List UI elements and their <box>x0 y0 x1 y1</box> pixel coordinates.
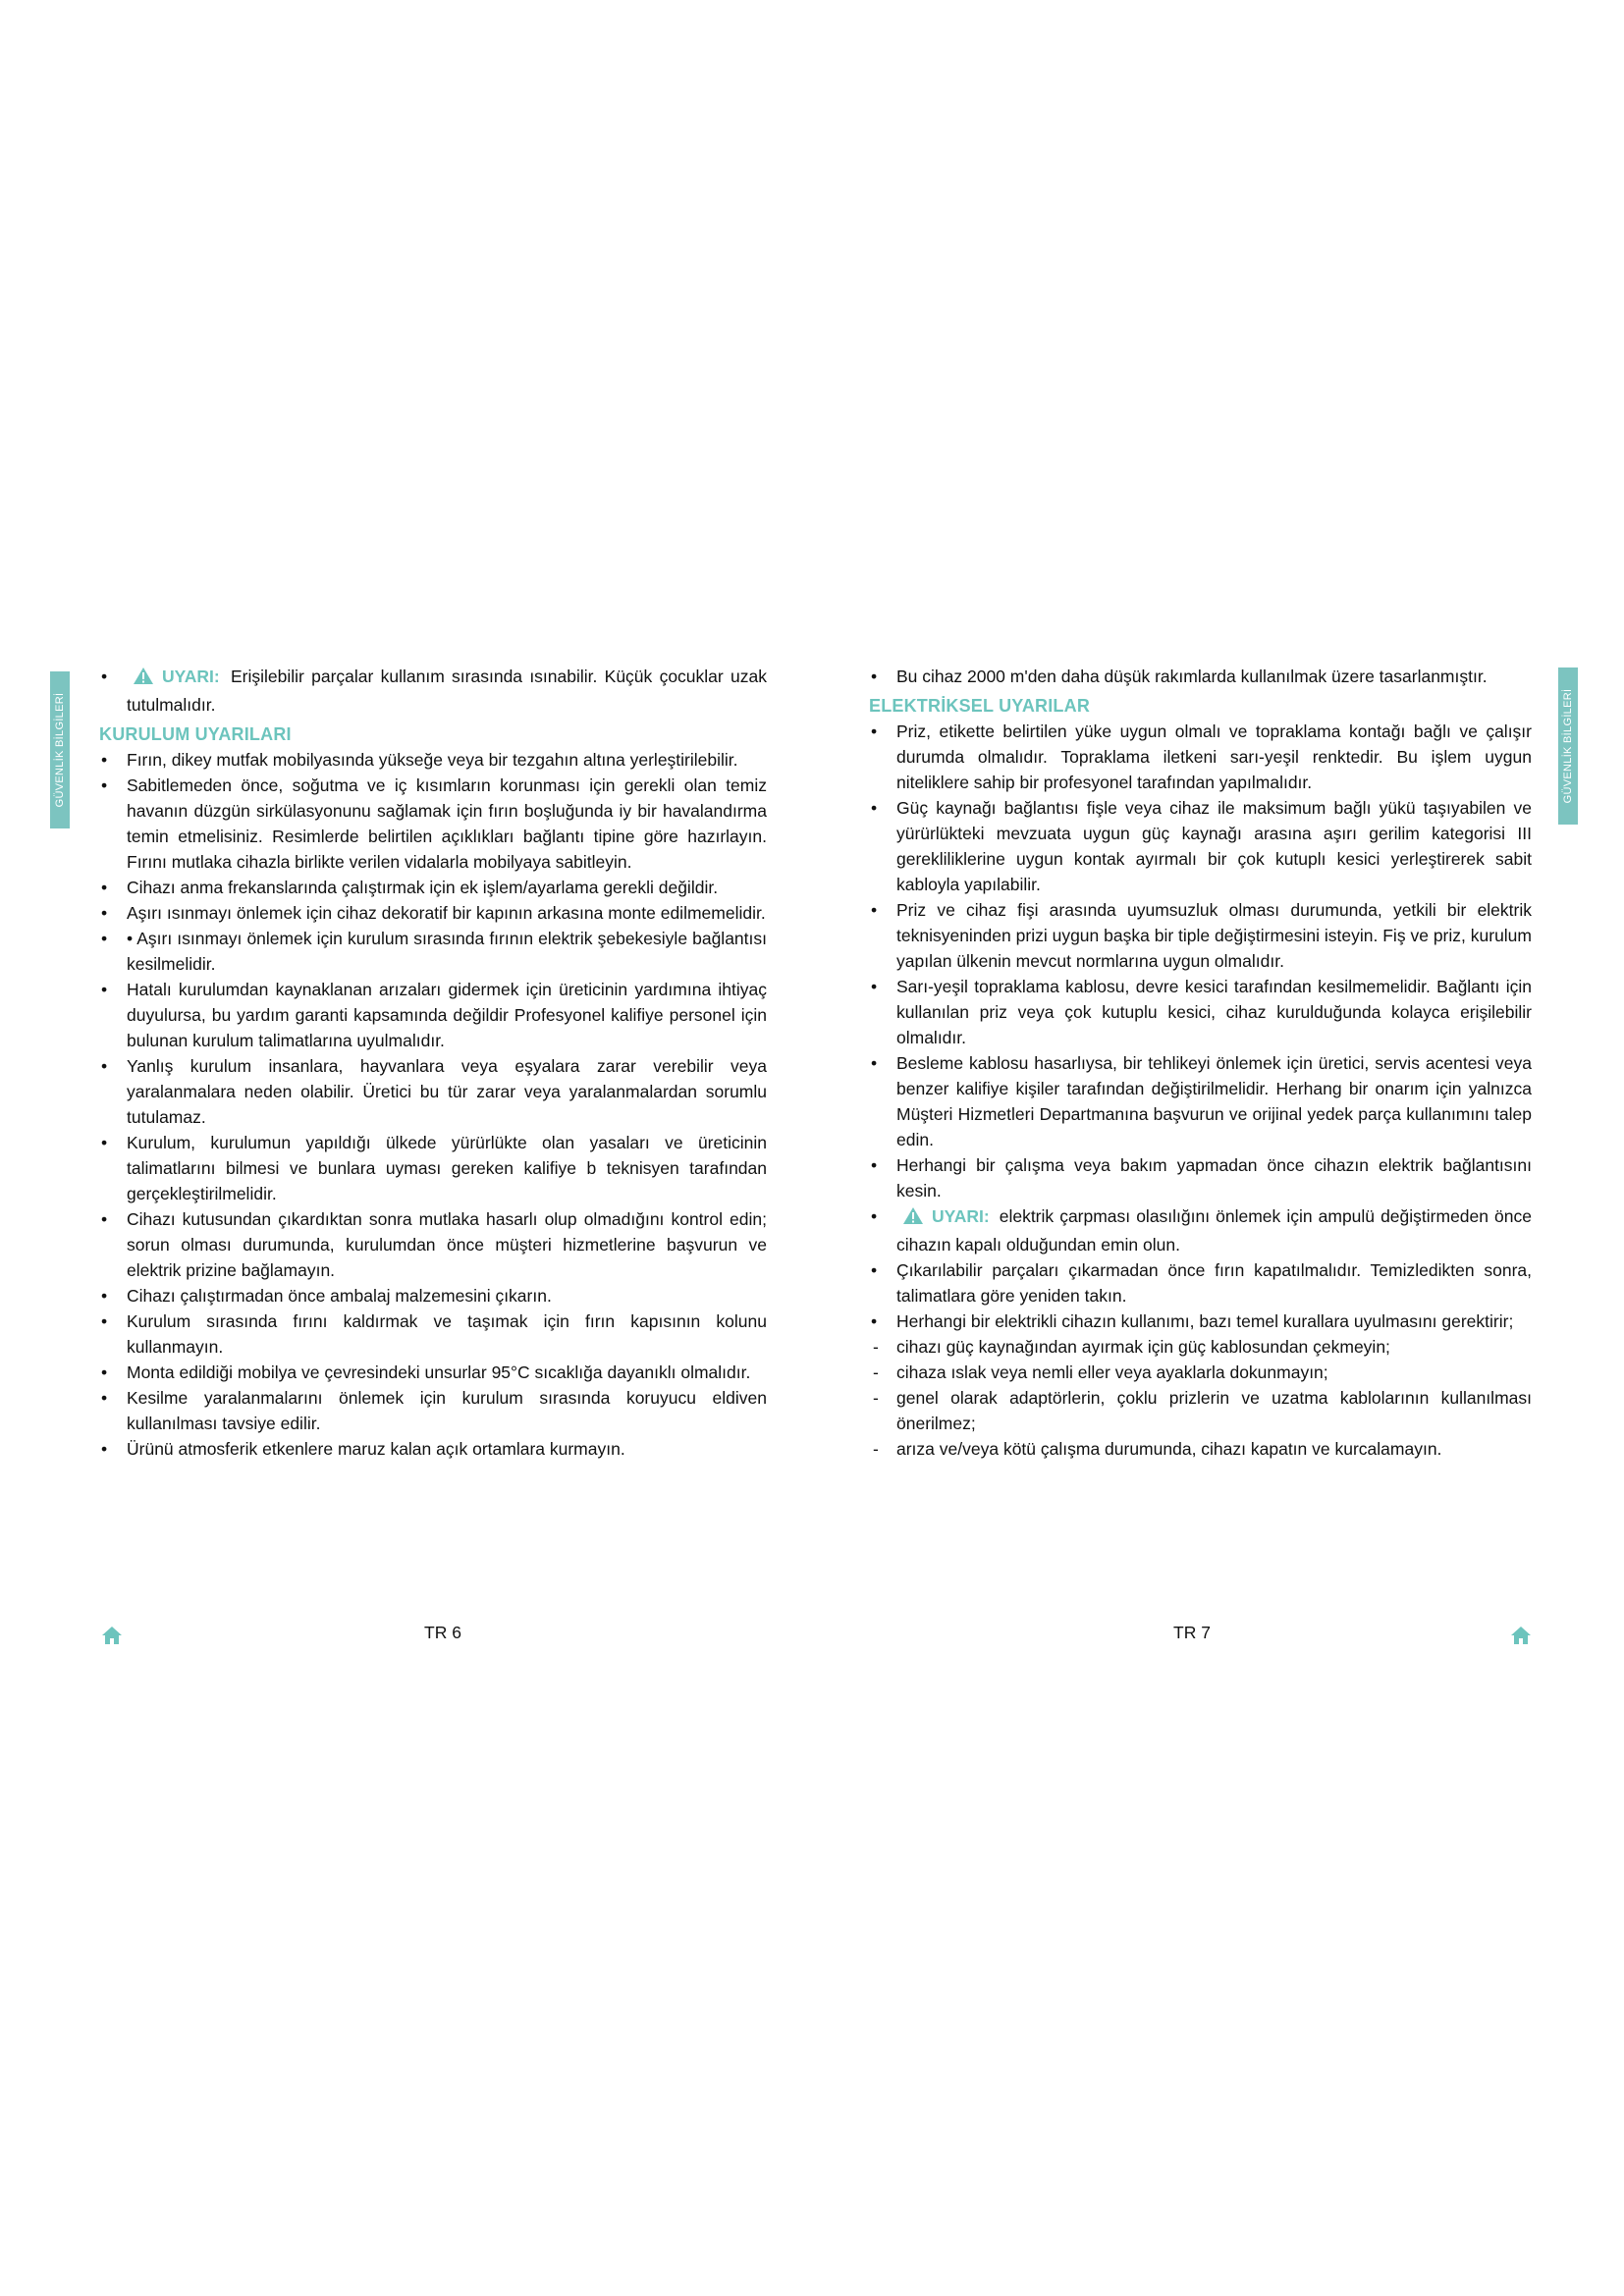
left-warning-item <box>99 664 767 718</box>
warning-label: UYARI: <box>932 1206 990 1226</box>
list-item: • Cihazı kutusundan çıkardıktan sonra mutlaka hasarlı olup olmadığını kontrol edin; sorun olması durumunda, kurulumdan önce müşteri hizmetlerine başvurun ve elektrik prizine bağlamayın. <box>99 1206 767 1283</box>
left-warning-text: Erişilebilir parçalar kullanım sırasında ısınabilir. Küçük çocuklar uzak tutulmalıdır. <box>127 667 767 715</box>
right-altitude-item: • Bu cihaz 2000 m'den daha düşük rakımlarda kullanılmak üzere tasarlanmıştır. <box>869 664 1532 689</box>
sub-list-item: - cihaza ıslak veya nemli eller veya ayaklarla dokunmayın; <box>869 1360 1532 1385</box>
list-item: • Yanlış kurulum insanlara, hayvanlara veya eşyalara zarar verebilir veya yaralanmalara neden olabilir. Üretici bu tür zarar veya yaralanmalardan sorumlu tutulamaz. <box>99 1053 767 1130</box>
side-tab-left <box>50 671 70 828</box>
list-item: • • Aşırı ısınmayı önlemek için kurulum sırasında fırının elektrik şebekesiyle bağlantısı kesilmelidir. <box>99 926 767 977</box>
list-item: • Sarı-yeşil topraklama kablosu, devre kesici tarafından kesilmemelidir. Bağlantı için kullanılan priz veya çok kutuplu kesici, cihaz kurulduğunda kolayca erişilebilir olmalıdır. <box>869 974 1532 1050</box>
right-top-list <box>869 664 1532 689</box>
list-item: • Priz ve cihaz fişi arasında uyumsuzluk olması durumunda, yetkili bir elektrik teknisyeninden prizi uygun başka bir tiple değiştirmesini isteyin. Fiş ve priz, kurulum yapılan ülkenin mevcut normlarına uygun olmalıdır. <box>869 897 1532 974</box>
home-icon[interactable] <box>101 1626 123 1645</box>
side-tab-right-label: GÜVENLİK BİLGİLERİ <box>1562 688 1574 804</box>
left-page-number: TR 6 <box>424 1623 461 1642</box>
left-top-list <box>99 664 767 718</box>
list-item: • Priz, etikette belirtilen yüke uygun olmalı ve topraklama kontağı bağlı ve çalışır durumda olmalıdır. Topraklama iletkeni sarı-yeşil renktedir. Bu işlem uygun niteliklere sahip bir profesyonel tarafından yapılmalıdır. <box>869 719 1532 795</box>
warning-triangle-icon <box>902 1206 924 1232</box>
rules-sub-list <box>869 1334 1532 1462</box>
list-item: • Cihazı anma frekanslarında çalıştırmak için ek işlem/ayarlama gerekli değildir. <box>99 875 767 900</box>
list-item: • Kesilme yaralanmalarını önlemek için kurulum sırasında koruyucu eldiven kullanılması tavsiye edilir. <box>99 1385 767 1436</box>
left-page-content <box>99 664 767 1462</box>
list-item: • Besleme kablosu hasarlıysa, bir tehlikeyi önlemek için üretici, servis acentesi veya benzer kalifiye kişiler tarafından değiştirilmelidir. Herhang bir onarım için yalnızca Müşteri Hizmetleri Departmanına başvurun ve orijinal yedek parça kullanımını talep edin. <box>869 1050 1532 1152</box>
rules-intro-text: Herhangi bir elektrikli cihazın kullanımı, bazı temel kurallara uyulmasını gerektirir; <box>896 1311 1514 1331</box>
list-item: • Aşırı ısınmayı önlemek için cihaz dekoratif bir kapının arkasına monte edilmemelidir. <box>99 900 767 926</box>
list-item: • Fırın, dikey mutfak mobilyasında yükseğe veya bir tezgahın altına yerleştirilebilir. <box>99 747 767 773</box>
sub-list-item: - genel olarak adaptörlerin, çoklu prizlerin ve uzatma kablolarının kullanılması önerilmez; <box>869 1385 1532 1436</box>
warning-label: UYARI: <box>162 667 220 686</box>
list-item: • Kurulum, kurulumun yapıldığı ülkede yürürlükte olan yasaları ve üreticinin talimatlarını bilmesi ve bunlara uyması gereken kalifiye b teknisyen tarafından gerçekleştirilmelidir. <box>99 1130 767 1206</box>
list-item: • Çıkarılabilir parçaları çıkarmadan önce fırın kapatılmalıdır. Temizledikten sonra, talimatlara göre yeniden takın. <box>869 1257 1532 1308</box>
right-section-title: ELEKTRİKSEL UYARILAR <box>869 696 1091 716</box>
sub-list-item: - arıza ve/veya kötü çalışma durumunda, cihazı kapatın ve kurcalamayın. <box>869 1436 1532 1462</box>
right-electrical-list <box>869 719 1532 1462</box>
left-section-title: KURULUM UYARILARI <box>99 724 292 744</box>
warning-triangle-icon <box>133 667 154 692</box>
list-item: • Herhangi bir çalışma veya bakım yapmadan önce cihazın elektrik bağlantısını kesin. <box>869 1152 1532 1203</box>
left-install-list <box>99 747 767 1462</box>
list-item: • Ürünü atmosferik etkenlere maruz kalan açık ortamlara kurmayın. <box>99 1436 767 1462</box>
list-item: • Güç kaynağı bağlantısı fişle veya cihaz ile maksimum bağlı yükü taşıyabilen ve yürürlükteki mevzuata uygun güç kaynağı arasına aşırı gerilim kategorisi III gerekliliklerine uygun kontak ayırmalı bir çok kutuplı kesici yerleştirerek sabit kabloyla yapılabilir. <box>869 795 1532 897</box>
sub-list-item: - cihazı güç kaynağından ayırmak için güç kablosundan çekmeyin; <box>869 1334 1532 1360</box>
right-warning-text: elektrik çarpması olasılığını önlemek için ampulü değiştirmeden önce cihazın kapalı olduğundan emin olun. <box>896 1206 1532 1255</box>
right-page-number: TR 7 <box>1173 1623 1211 1642</box>
side-tab-left-label: GÜVENLİK BİLGİLERİ <box>54 692 66 808</box>
right-page-content <box>869 664 1532 1462</box>
list-item: • Kurulum sırasında fırını kaldırmak ve taşımak için fırın kapısının kolunu kullanmayın. <box>99 1308 767 1360</box>
list-item: • Cihazı çalıştırmadan önce ambalaj malzemesini çıkarın. <box>99 1283 767 1308</box>
right-warning-item <box>869 1203 1532 1257</box>
list-item-rules <box>869 1308 1532 1462</box>
list-item: • Monta edildiği mobilya ve çevresindeki unsurlar 95°C sıcaklığa dayanıklı olmalıdır. <box>99 1360 767 1385</box>
side-tab-right <box>1558 667 1578 825</box>
list-item: • Hatalı kurulumdan kaynaklanan arızaları gidermek için üreticinin yardımına ihtiyaç duyulursa, bu yardım garanti kapsamında değildir Profesyonel kalifiye personel için bulunan kurulum talimatlarına uyulmalıdır. <box>99 977 767 1053</box>
home-icon[interactable] <box>1510 1626 1532 1645</box>
list-item: • Sabitlemeden önce, soğutma ve iç kısımların korunması için gerekli olan temiz havanın düzgün sirkülasyonunu sağlamak için fırın boşluğunda iy bir havalandırma temin etmelisiniz. Resimlerde belirtilen açıklıkları bağlantı tipine göre hazırlayın. Fırını mutlaka cihazla birlikte verilen vidalarla mobilyaya sabitleyin. <box>99 773 767 875</box>
